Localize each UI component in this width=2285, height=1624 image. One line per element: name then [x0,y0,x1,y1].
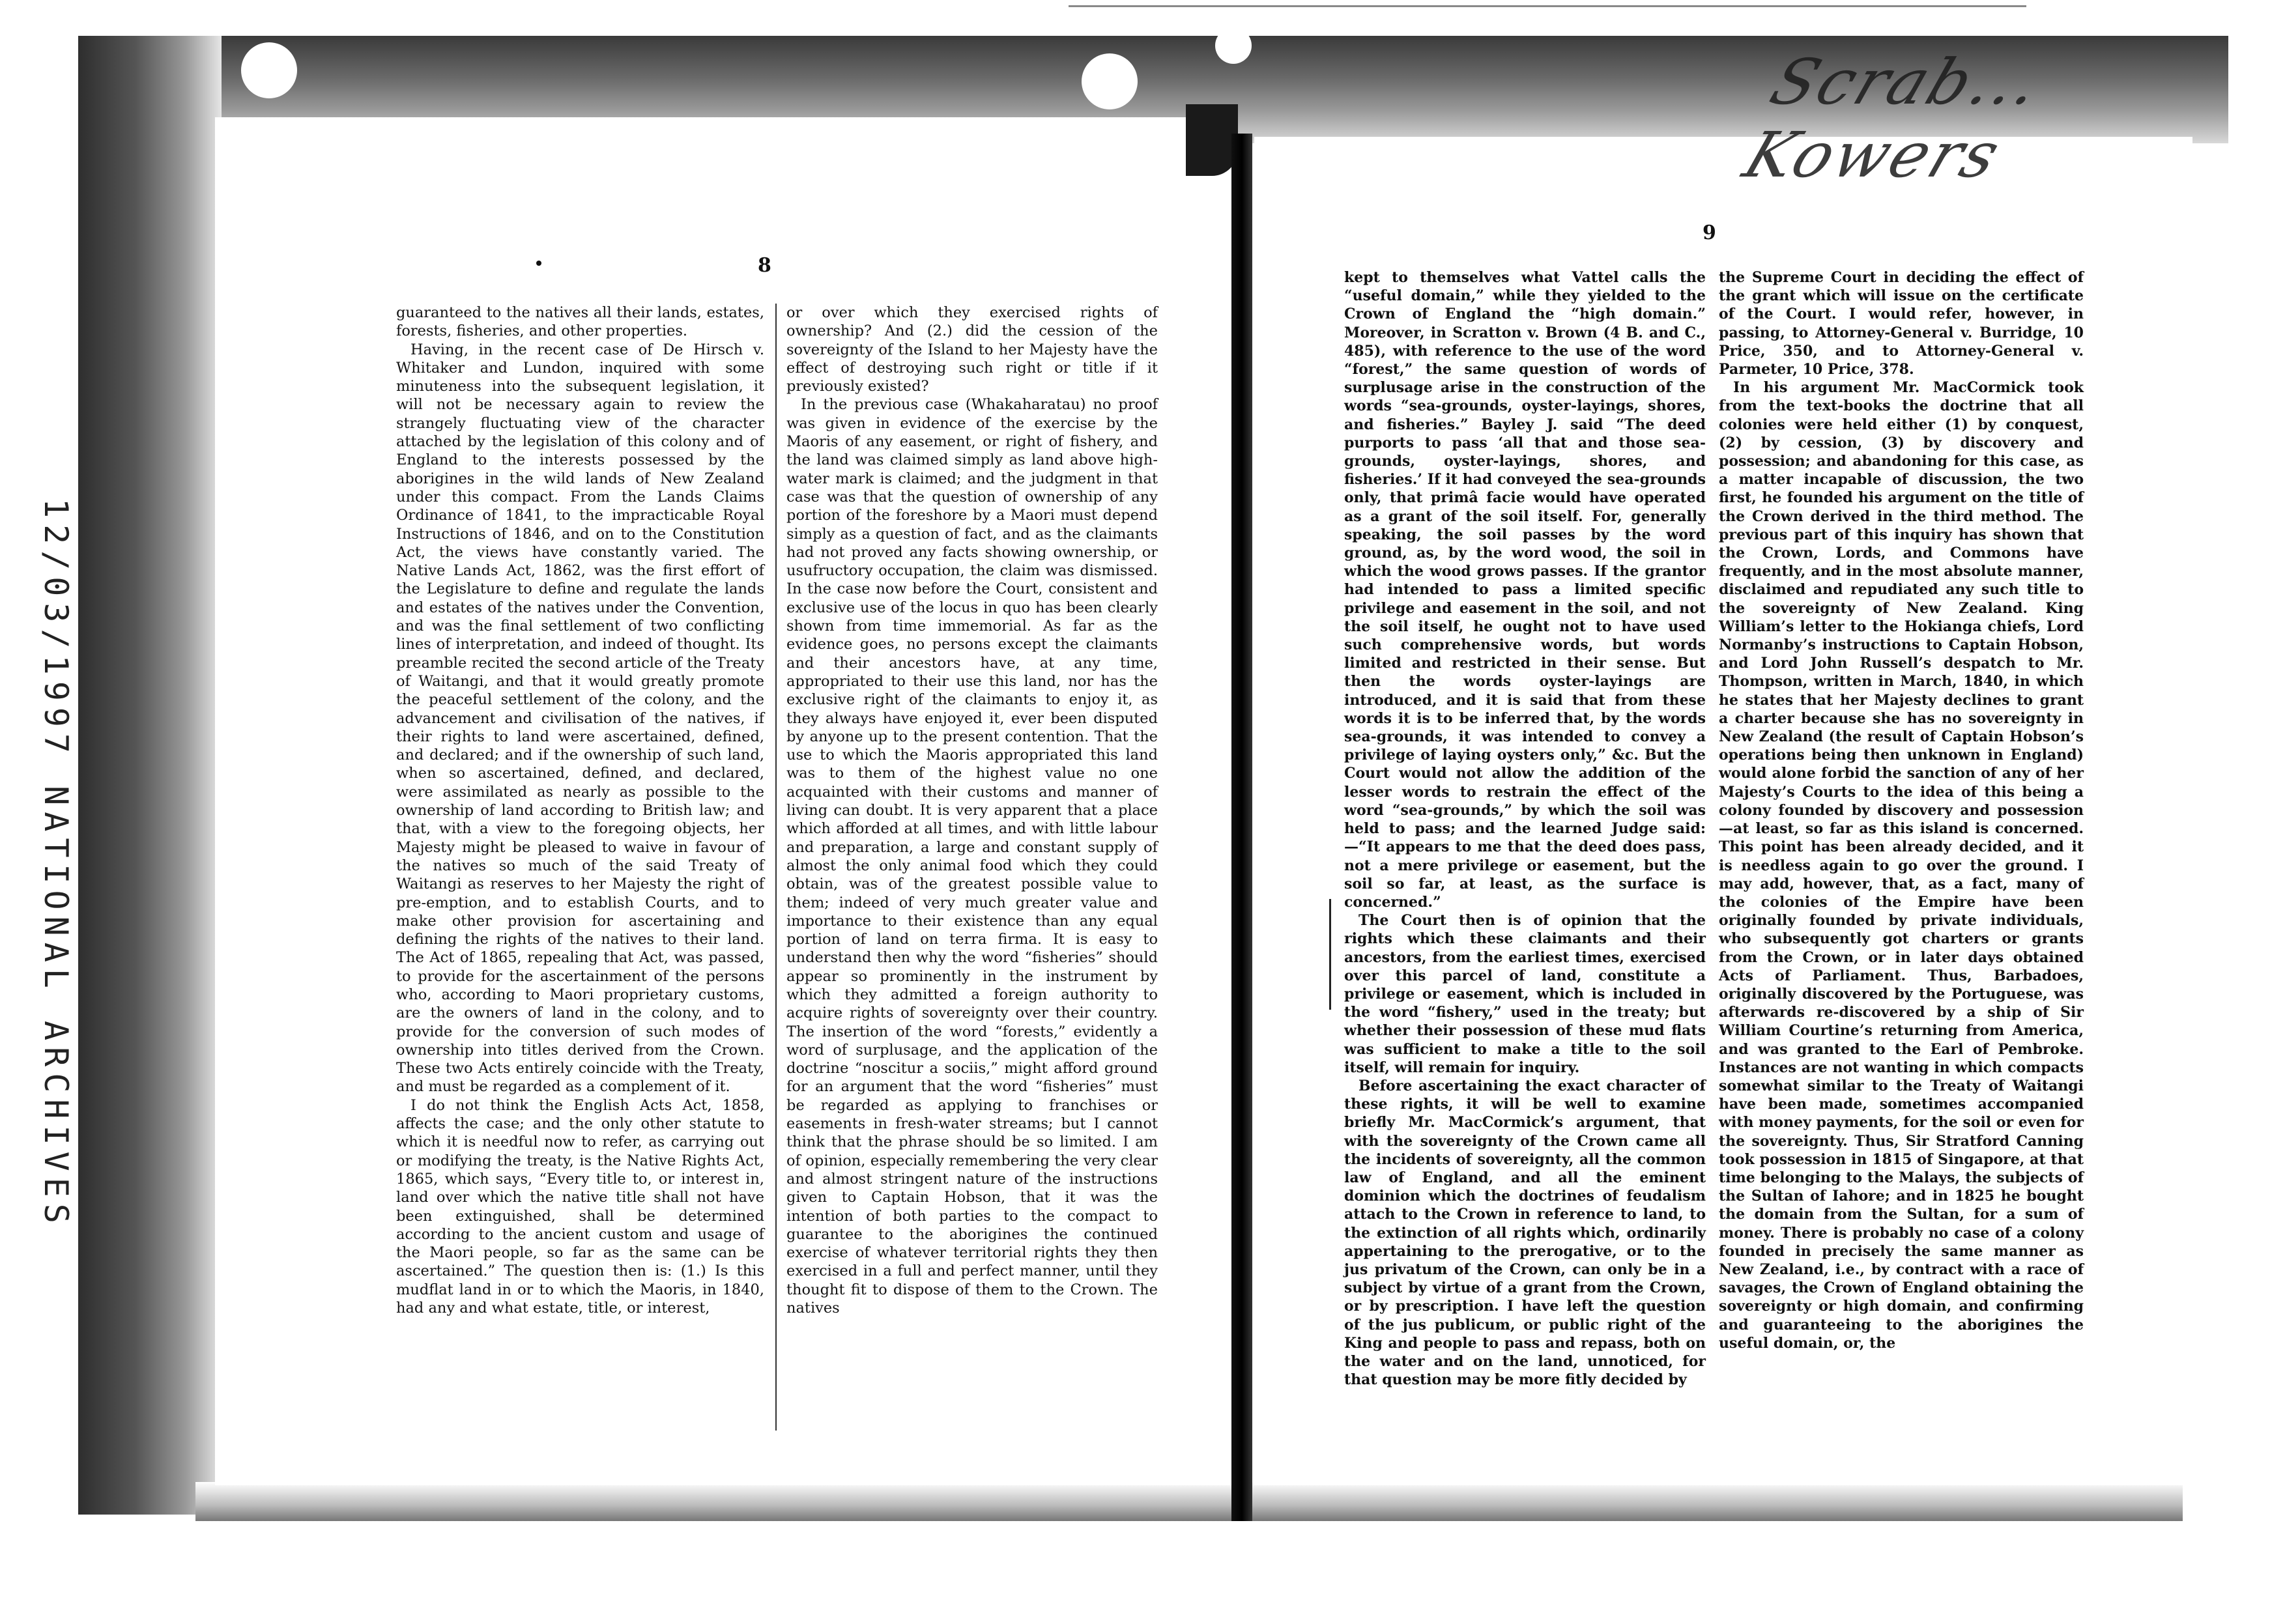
scan-shadow-left [78,36,222,1515]
punch-hole-center [1082,53,1138,109]
left-page-column-2 [786,304,1158,1317]
paragraph: or over which they exercised rights of ownership? And (2.) did the cession of the sovereignty of the Island to her Majesty have the effect of destroying such right or title if it previously existed? [786,304,1158,395]
paragraph: the Supreme Court in deciding the effect of the grant which will issue on the certificate of the Court. I would refer, however, in passing, to Attorney-General v. Burridge, 10 Price, 350, and to Attorney-General v. Parmeter, 10 Price, 378. [1719,269,2084,378]
margin-pencil-mark [1329,899,1331,1010]
paragraph: guaranteed to the natives all their lands, estates, forests, fisheries, and other properties. [396,304,764,340]
paragraph: The Court then is of opinion that the rights which these claimants and their ancestors, from the earliest times, exercised over this parcel of land, constitute a privilege or easement, which is included in the word “fishery,” used in the treaty; but whether their possession of these mud flats was sufficient to make a title to the soil itself, will remain for inquiry. [1344,912,1706,1076]
archive-date-stamp: 12/03/1997 NATIONAL ARCHIVES [37,498,75,1230]
paragraph: I do not think the English Acts Act, 1858, affects the case; and the only other statute to which it is needful now to refer, as carrying out or modifying the treaty, is the Native Rights Act, 1865, which says, “Every title to, or interest in, land over which the native title shall not have been extinguished, shall be determined according to the ancient custom and usage of the Maori people, so far as the same can be ascertained.” The question then is: (1.) Is this mudflat land in or to which the Maoris, in 1840, had any and what estate, title, or interest, [396,1096,764,1317]
paragraph: In his argument Mr. MacCormick took from the text-books the doctrine that all colonies were held either (1) by conquest, (2) by cession, (3) by discovery and possession; and abandoning for this case, as a matter incapable of discussion, the two first, he founded his argument on the title of the Crown derived in the third method. The previous part of this inquiry has shown that the Crown, Lords, and Commons have frequently, and in the most absolute manner, disclaimed and repudiated any such title to the sovereignty of New Zealand. King William’s letter to the Hokianga chiefs, Lord Normanby’s instructions to Captain Hobson, and Lord John Russell’s despatch to Mr. Thompson, written in March, 1840, in which he states that her Majesty declines to grant a charter because she has no sovereignty in New Zealand (the result of Captain Hobson’s operations being then unknown in England) would alone forbid the sanction of any of her Majesty’s Courts to the idea of this being a colony founded by discovery and possession—at least, so far as this island is concerned. This point has been already decided, and it is needless again to go over the ground. I may add, however, that, as a fact, many of the colonies of the Empire have been originally founded by private individuals, who subsequently got charters or grants from the Crown, or in later days obtained Acts of Parliament. Thus, Barbadoes, originally discovered by the Portuguese, was afterwards re-discovered by a ship of Sir William Courtine’s returning from America, and was granted to the Earl of Pembroke. Instances are not wanting in which compacts somewhat similar to the Treaty of Waitangi have been made, sometimes accompanied with money payments, for the soil or even for the sovereignty. Thus, Sir Stratford Canning took possession in 1815 of Singapore, at that time belonging to the Malays, the subjects of the Sultan of Iahore; and in 1825 he bought the domain from the Sultan, for a sum of money. There is probably no case of a colony founded in precisely the same manner as New Zealand, i.e., by contract with a race of savages, the Crown of England obtaining the sovereignty or high domain, and confirming and guaranteeing to the aborigines the useful domain, or, the [1719,379,2084,1352]
column-divider-left-page [775,304,777,1431]
top-edge-rule [1069,5,2026,7]
handwritten-signature: Scrab... Kowers [1734,46,2054,192]
paragraph: In the previous case (Whakaharatau) no proof was given in evidence of the exercise by the Maoris of any easement, or right of fishery, and the land was claimed simply as land above high-water mark is claimed; and the judgment in that case was that the question of ownership of any portion of the foreshore by a Maori must depend simply as a question of fact, and as the claimants had not proved any facts showing ownership, or usufructory occupation, the claim was dismissed. In the case now before the Court, consistent and exclusive use of the locus in quo has been clearly shown from time immemorial. As far as the evidence goes, no persons except the claimants and their ancestors have, at any time, appropriated to their use this land, nor has the exclusive right of the claimants to enjoy it, as they always have enjoyed it, ever been disputed by anyone up to the present contention. That the use to which the Maoris appropriated this land was to them of the highest value no one acquainted with their customs and manner of living can doubt. It is very apparent that a place which afforded at all times, and with little labour and preparation, a large and constant supply of almost the only animal food which they could obtain, was of the greatest possible value to them; indeed of very much greater value and importance to their existence than any equal portion of land on terra firma. It is easy to understand then why the word “fisheries” should appear so prominently in the instrument by which they admitted a foreign authority to acquire rights of sovereignty over their country. The insertion of the word “forests,” evidently a word of surplusage, and the application of the doctrine “noscitur a sociis,” might afford ground for an argument that the word “fisheries” must be regarded as applying to franchises or easements in fresh-water streams; but I cannot think that the phrase should be so limited. I am of opinion, especially remembering the very clear and almost stringent nature of the instructions given to Captain Hobson, that it was the intention of both parties to the compact to guarantee to the aborigines the continued exercise of whatever territorial rights they then exercised in a full and perfect manner, until they thought fit to dispose of them to the Crown. The natives [786,396,1158,1317]
paragraph: Having, in the recent case of De Hirsch v. Whitaker and Lundon, inquired with some minuteness into the subsequent legislation, it will not be necessary again to review the strangely fluctuating view of the character attached by the legislation of this colony and of England to the interests possessed by the aborigines in the wild lands of New Zealand under this compact. From the Lands Claims Ordinance of 1841, to the impracticable Royal Instructions of 1846, and on to the Constitution Act, the views have constantly varied. The Native Lands Act, 1862, was the first effort of the Legislature to define and regulate the lands and estates of the natives under the Convention, and was the final settlement of two conflicting lines of interpretation, and indeed of thought. Its preamble recited the second article of the Treaty of Waitangi, and that it would greatly promote the peaceful settlement of the colony, and the advancement and civilisation of the natives, if their rights to land were ascertained, defined, and declared; and if the ownership of such land, when so ascertained, defined, and declared, were assimilated as nearly as possible to the ownership of land according to British law; and that, with a view to the foregoing objects, her Majesty might be pleased to waive in favour of the natives so much of the said Treaty of Waitangi as reserves to her Majesty the right of pre-emption, and to establish Courts, and to make other provision for ascertaining and defining the rights of the natives to their land. The Act of 1865, repealing that Act, was passed, to provide for the ascertainment of the persons who, according to Maori proprietary customs, are the owners of land in the colony, and to provide for the conversion of such modes of ownership into titles derived from the Crown. These two Acts entirely coincide with the Treaty, and must be regarded as a complement of it. [396,341,764,1096]
ink-dot [536,261,541,266]
right-page-column-2 [1719,268,2084,1352]
punch-hole-small [1215,27,1252,64]
binding-spine [1231,134,1252,1521]
page-number-right: 9 [1703,221,1716,244]
left-page-column-1 [396,304,764,1317]
right-page-column-1 [1344,268,1706,1389]
paragraph: Before ascertaining the exact character of these rights, it will be well to examine briefly Mr. MacCormick’s argument, that with the sovereignty of the Crown came all the incidents of sovereignty, all the common law of England, and all the eminent dominion which the doctrines of feudalism attach to the Crown in reference to land, to the extinction of all rights which, ordinarily appertaining to the prerogative, or to the jus privatum of the Crown, can only be in a subject by virtue of a grant from the Crown, or by prescription. I have left the question of the jus publicum, or public right of the King and people to pass and repass, both on the water and on the land, unnoticed, for that question may be more fitly decided by [1344,1077,1706,1389]
punch-hole-left [241,42,297,98]
scan-shadow-bottom [195,1482,2183,1521]
paragraph: kept to themselves what Vattel calls the “useful domain,” while they yielded to the Crown of England the “high domain.” Moreover, in Scratton v. Brown (4 B. and C., 485), with reference to the use of the word “forest,” the same question of words of surplusage arise in the construction of the words “sea-grounds, oyster-layings, shores, and fisheries.” Bayley J. said “The deed purports to pass ‘all that and those sea-grounds, oyster-layings, shores, and fisheries.’ If it had conveyed the sea-grounds only, that primâ facie would have operated as a grant of the soil itself. For, generally speaking, the soil passes by the word ground, as, by the word wood, the soil in which the wood grows passes. If the grantor had intended to pass a limited specific privilege and easement in the soil, and not the soil itself, he ought not to have used such comprehensive words, but words limited and restricted in their sense. But then the words oyster-layings are introduced, and it is said that from these words it is to be inferred that, by the words sea-grounds, it was intended to convey a privilege of laying oysters only,” &c. But the Court would not allow the addition of the lesser words to restrain the effect of the word “sea-grounds,” by which the soil was held to pass; and the learned Judge said:—“It appears to me that the deed does pass, not a mere privilege or easement, but the soil so far, at least, as the surface is concerned.” [1344,269,1706,911]
page-number-left: 8 [758,254,771,277]
binding-spine-cap [1186,104,1238,176]
